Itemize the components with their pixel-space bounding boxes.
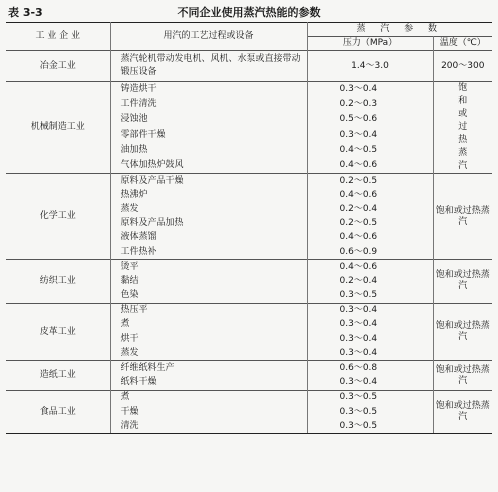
cell-pressure: 0.3～0.4: [307, 318, 433, 332]
table-row: [6, 390, 492, 405]
cell-process: 清洗: [110, 419, 307, 434]
cell-pressure: 0.6～0.8: [307, 361, 433, 376]
cell-temperature: 200～300: [433, 51, 492, 82]
cell-process: 浸蚀池: [110, 112, 307, 127]
cell-process: 气体加热炉鼓风: [110, 158, 307, 174]
cell-process: 煮: [110, 318, 307, 332]
cell-industry: 冶金工业: [6, 51, 110, 82]
cell-process: 热沸炉: [110, 188, 307, 202]
cell-pressure: 0.3～0.5: [307, 289, 433, 304]
header-process: 用汽的工艺过程或设备: [110, 23, 307, 51]
cell-temperature: 饱和或过热蒸汽: [433, 361, 492, 390]
cell-temperature: 饱和或过热蒸汽: [433, 390, 492, 434]
cell-pressure: 0.3～0.4: [307, 303, 433, 318]
cell-pressure: 0.2～0.5: [307, 217, 433, 231]
cell-process: 色染: [110, 289, 307, 304]
cell-pressure: 0.3～0.5: [307, 405, 433, 419]
cell-process: 热压平: [110, 303, 307, 318]
cell-pressure: 0.3～0.4: [307, 332, 433, 346]
cell-industry: 皮革工业: [6, 303, 110, 361]
header-pressure: 压力（MPa）: [307, 37, 433, 51]
cell-pressure: 0.4～0.6: [307, 231, 433, 245]
cell-process: 烫平: [110, 260, 307, 275]
cell-pressure: 0.4～0.6: [307, 260, 433, 275]
cell-pressure: 0.3～0.5: [307, 390, 433, 405]
cell-process: 工件热补: [110, 245, 307, 260]
cell-pressure: 0.4～0.6: [307, 158, 433, 174]
table-row: [6, 260, 492, 275]
table-body: [6, 51, 492, 434]
header-steam-params: 蒸 汽 参 数: [307, 23, 492, 37]
cell-industry: 机械制造工业: [6, 82, 110, 174]
cell-process: 工件清洗: [110, 97, 307, 112]
cell-process: 零部件干燥: [110, 127, 307, 142]
cell-pressure: 0.3～0.4: [307, 82, 433, 98]
table-title: 不同企业使用蒸汽热能的参数: [177, 6, 321, 19]
cell-process: 干燥: [110, 405, 307, 419]
table-caption: [0, 4, 498, 20]
cell-process: 原料及产品加热: [110, 217, 307, 231]
table-row: [6, 361, 492, 376]
cell-pressure: 0.6～0.9: [307, 245, 433, 260]
cell-industry: 纺织工业: [6, 260, 110, 304]
cell-process: 蒸发: [110, 346, 307, 361]
cell-pressure: 0.4～0.5: [307, 143, 433, 158]
table-number: 表 3-3: [8, 6, 43, 19]
cell-process: 铸造烘干: [110, 82, 307, 98]
cell-process: 油加热: [110, 143, 307, 158]
cell-process: 烘干: [110, 332, 307, 346]
cell-pressure: 0.4～0.6: [307, 188, 433, 202]
cell-process: 黏结: [110, 274, 307, 288]
cell-industry: 食品工业: [6, 390, 110, 434]
header-industry: 工 业 企 业: [6, 23, 110, 51]
cell-industry: 造纸工业: [6, 361, 110, 390]
cell-process: 纤维纸料生产: [110, 361, 307, 376]
cell-pressure: 0.3～0.4: [307, 346, 433, 361]
cell-industry: 化学工业: [6, 174, 110, 260]
cell-process: 液体蒸馏: [110, 231, 307, 245]
cell-pressure: 0.3～0.5: [307, 419, 433, 434]
cell-temperature: 饱和或过热蒸汽: [433, 174, 492, 260]
cell-temperature: 饱和或过热蒸汽: [433, 82, 492, 174]
table-row: [6, 174, 492, 189]
cell-process: 原料及产品干燥: [110, 174, 307, 189]
header-temperature: 温度（℃）: [433, 37, 492, 51]
cell-process: 纸料干燥: [110, 376, 307, 391]
cell-pressure: 0.2～0.3: [307, 97, 433, 112]
cell-pressure: 0.2～0.4: [307, 202, 433, 216]
cell-pressure: 0.3～0.4: [307, 127, 433, 142]
cell-pressure: 1.4～3.0: [307, 51, 433, 82]
table-row: [6, 303, 492, 318]
steam-parameters-table: [6, 22, 492, 434]
cell-process: 蒸发: [110, 202, 307, 216]
cell-pressure: 0.2～0.5: [307, 174, 433, 189]
cell-pressure: 0.5～0.6: [307, 112, 433, 127]
cell-temperature: 饱和或过热蒸汽: [433, 260, 492, 304]
table-row: [6, 51, 492, 82]
cell-temperature: 饱和或过热蒸汽: [433, 303, 492, 361]
cell-pressure: 0.3～0.4: [307, 376, 433, 391]
cell-process: 煮: [110, 390, 307, 405]
table-row: [6, 82, 492, 98]
cell-process: 蒸汽轮机带动发电机、风机、水泵或直接带动锻压设备: [110, 51, 307, 82]
cell-pressure: 0.2～0.4: [307, 274, 433, 288]
